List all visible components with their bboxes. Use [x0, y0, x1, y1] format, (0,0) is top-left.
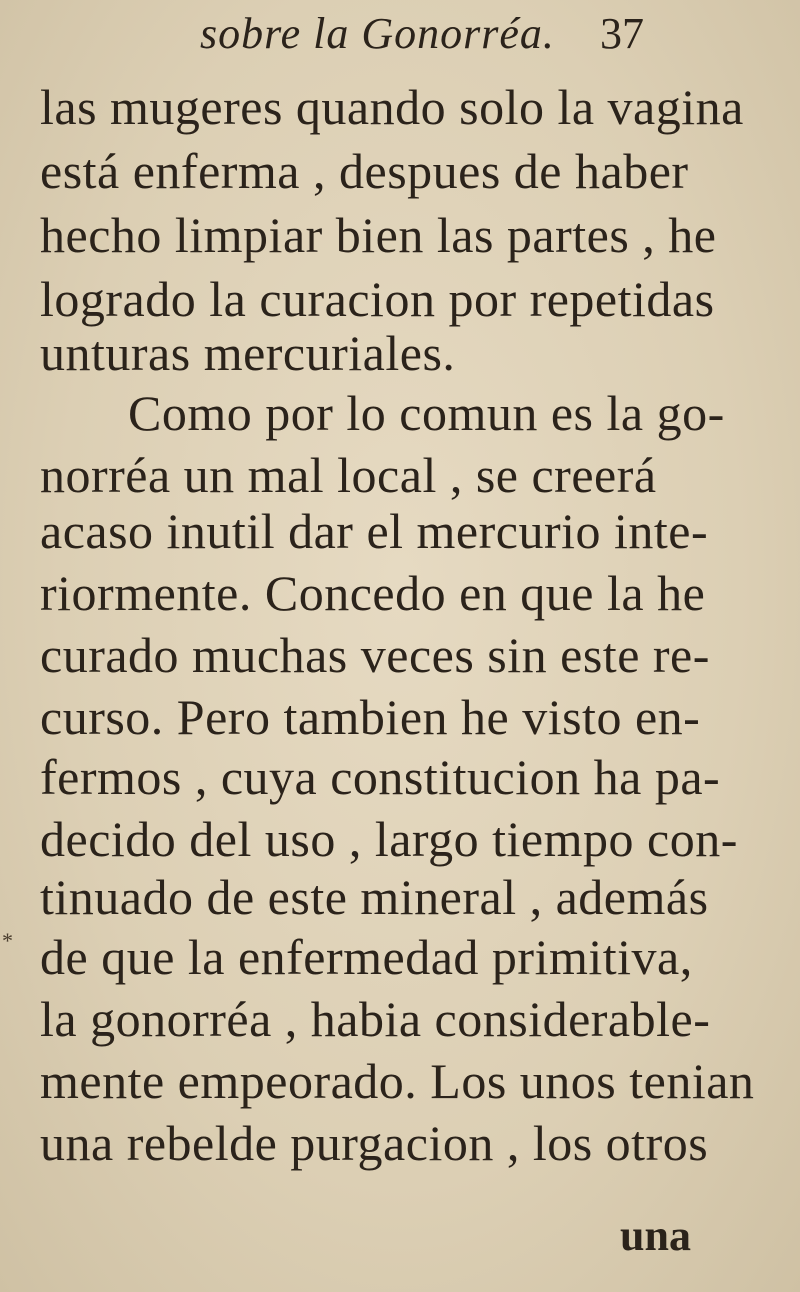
text-line: curso. Pero tambien he visto en-: [40, 689, 701, 745]
text-line: hecho limpiar bien las partes , he: [40, 207, 717, 263]
text-line: de que la enfermedad primitiva,: [40, 929, 693, 985]
margin-mark: *: [2, 928, 13, 953]
text-line: fermos , cuya constitucion ha pa-: [40, 749, 721, 805]
text-line: norréa un mal local , se creerá: [40, 447, 657, 503]
text-line: una rebelde purgacion , los otros: [40, 1115, 709, 1171]
catchword: una: [620, 1211, 691, 1260]
text-line: decido del uso , largo tiempo con-: [40, 811, 738, 867]
running-title: sobre la Gonorréa.: [200, 9, 555, 58]
text-line: tinuado de este mineral , además: [40, 869, 709, 925]
text-line: mente empeorado. Los unos tenian: [40, 1053, 755, 1109]
text-line: curado muchas veces sin este re-: [40, 627, 710, 683]
text-line: las mugeres quando solo la vagina: [40, 79, 744, 135]
text-line: está enferma , despues de haber: [40, 143, 689, 199]
text-line: unturas mercuriales.: [40, 325, 456, 381]
text-line: acaso inutil dar el mercurio inte-: [40, 503, 709, 559]
text-line: logrado la curacion por repetidas: [40, 271, 715, 327]
page-number: 37: [600, 9, 644, 58]
text-line: riormente. Concedo en que la he: [40, 565, 706, 621]
text-line: Como por lo comun es la go-: [128, 385, 725, 441]
text-line: la gonorréa , habia considerable-: [40, 991, 711, 1047]
running-head: [0, 8, 800, 68]
